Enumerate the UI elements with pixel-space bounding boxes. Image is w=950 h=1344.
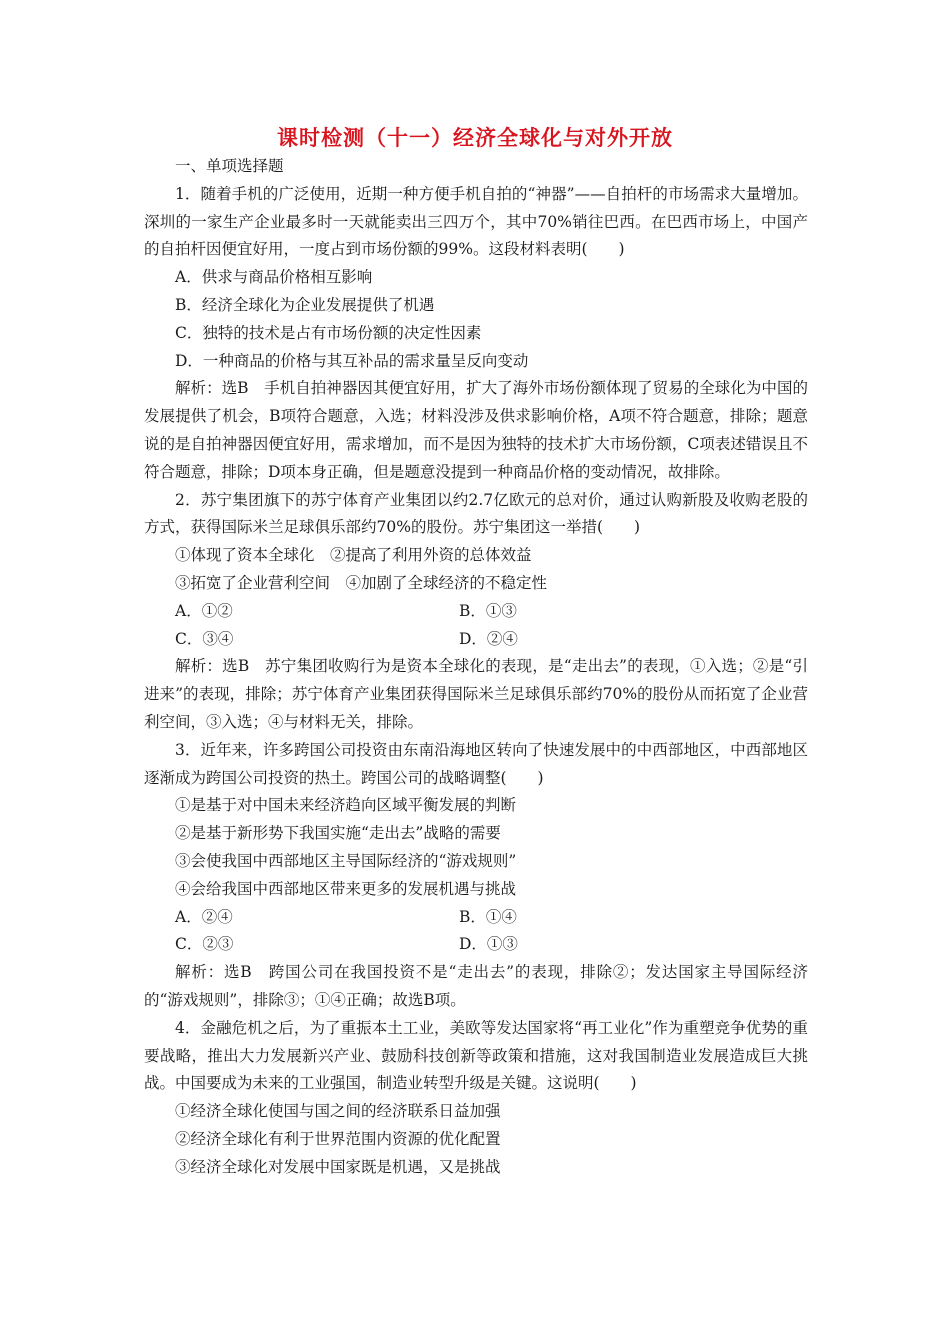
question-1-option-d: D．一种商品的价格与其互补品的需求量呈反向变动	[175, 351, 529, 370]
question-3-options-row-2	[144, 931, 808, 959]
question-2-option-a: A．①②	[175, 601, 233, 620]
question-4-stem: 4．金融危机之后，为了重振本土工业，美欧等发达国家将“再工业化”作为重塑竞争优势的重要战略，推出大力发展新兴产业、鼓励科技创新等政策和措施，这对我国制造业发展造成巨大挑战。中国要成为未来的工业强国，制造业转型升级是关键。这说明( )	[144, 1018, 808, 1093]
question-2-statement-1: ①体现了资本全球化 ②提高了利用外资的总体效益	[175, 546, 532, 565]
question-2-option-c: C．③④	[175, 629, 234, 648]
question-2-option-d: D．②④	[459, 629, 518, 648]
question-1-option-a: A．供求与商品价格相互影响	[175, 268, 373, 287]
question-3-option-a: A．②④	[175, 907, 233, 926]
question-2-analysis: 解析：选B 苏宁集团收购行为是资本全球化的表现，是“走出去”的表现，①入选；②是“引进来”的表现，排除；苏宁体育产业集团获得国际米兰足球俱乐部约70%的股份从而拓宽了企业营利空间，③入选；④与材料无关，排除。	[144, 657, 808, 731]
question-3-option-d: D．①③	[459, 935, 518, 954]
question-3-statement-3: ③会使我国中西部地区主导国际经济的“游戏规则”	[175, 851, 517, 870]
question-3-option-b: B．①④	[459, 907, 517, 926]
question-4-statement-2: ②经济全球化有利于世界范围内资源的优化配置	[175, 1129, 501, 1148]
question-3-statement-4: ④会给我国中西部地区带来更多的发展机遇与挑战	[175, 879, 517, 898]
section-heading: 一、单项选择题	[175, 157, 284, 175]
question-3-analysis: 解析：选B 跨国公司在我国投资不是“走出去”的表现，排除②；发达国家主导国际经济的“游戏规则”，排除③；①④正确；故选B项。	[144, 963, 808, 1009]
question-2-statement-2: ③拓宽了企业营利空间 ④加剧了全球经济的不稳定性	[175, 573, 548, 592]
question-3-statement-1: ①是基于对中国未来经济趋向区域平衡发展的判断	[175, 796, 517, 815]
question-2-stem: 2．苏宁集团旗下的苏宁体育产业集团以约2.7亿欧元的总对价，通过认购新股及收购老股的方式，获得国际米兰足球俱乐部约70%的股份。苏宁集团这一举措( )	[144, 490, 808, 537]
question-4-statement-3: ③经济全球化对发展中国家既是机遇，又是挑战	[175, 1157, 501, 1176]
question-1-stem: 1．随着手机的广泛使用，近期一种方便手机自拍的“神器”——自拍杆的市场需求大量增加。深圳的一家生产企业最多时一天就能卖出三四万个，其中70%销往巴西。在巴西市场上，中国产的自拍杆因便宜好用，一度占到市场份额的99%。这段材料表明( )	[144, 184, 808, 259]
question-2-option-b: B．①③	[459, 601, 517, 620]
question-3-stem: 3．近年来，许多跨国公司投资由东南沿海地区转向了快速发展中的中西部地区，中西部地区逐渐成为跨国公司投资的热土。跨国公司的战略调整( )	[144, 740, 808, 787]
question-3-option-c: C．②③	[175, 935, 234, 954]
page-title: 课时检测（十一）经济全球化与对外开放	[277, 126, 673, 150]
question-2-options-row-1	[144, 598, 808, 626]
question-4-statement-1: ①经济全球化使国与国之间的经济联系日益加强	[175, 1102, 501, 1121]
question-1-analysis: 解析：选B 手机自拍神器因其便宜好用，扩大了海外市场份额体现了贸易的全球化为中国的发展提供了机会，B项符合题意，入选；材料没涉及供求影响价格，A项不符合题意，排除；题意说的是自拍神器因便宜好用，需求增加，而不是因为独特的技术扩大市场份额，C项表述错误且不符合题意，排除；D项本身正确，但是题意没提到一种商品价格的变动情况，故排除。	[144, 379, 808, 481]
question-2-options-row-2	[144, 626, 808, 654]
question-3-options-row-1	[144, 904, 808, 932]
question-1-option-c: C．独特的技术是占有市场份额的决定性因素	[175, 323, 482, 342]
question-3-statement-2: ②是基于新形势下我国实施“走出去”战略的需要	[175, 824, 501, 843]
question-1-option-b: B．经济全球化为企业发展提供了机遇	[175, 295, 435, 314]
document-body	[144, 153, 808, 1181]
